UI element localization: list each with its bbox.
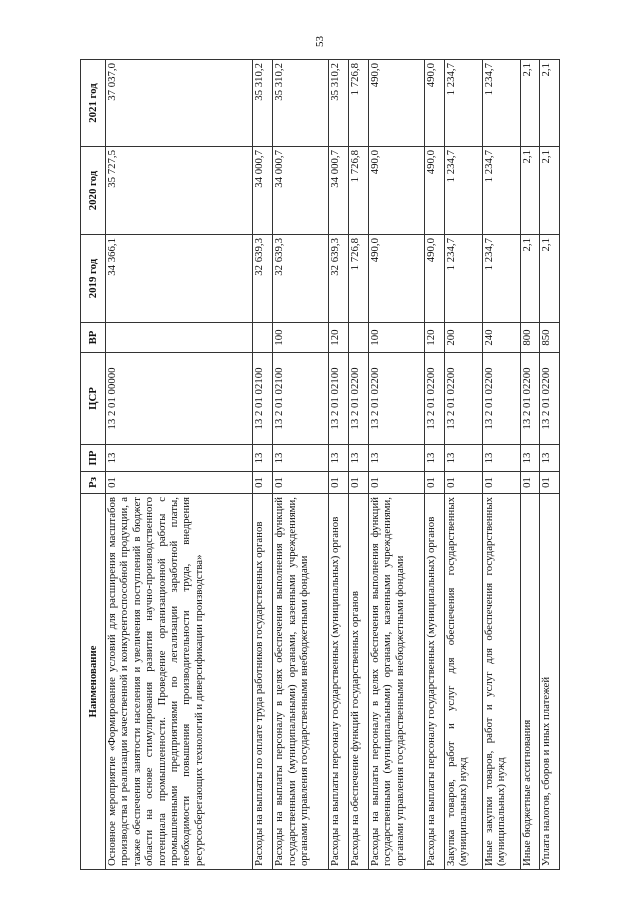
row-2021: 37 037,0 — [106, 60, 253, 147]
rotated-table-container — [80, 60, 560, 870]
header-name: Наименование — [81, 494, 106, 870]
row-pr: 13 — [520, 445, 540, 472]
row-name: Основное мероприятие «Формирование условий для расширения масштабов производства и реализации качественной и конкурентоспособной продукции, а также обеспечения занятости населения и увеличения поступлений в бюджет области на основе стимулирования развития научно-производственного потенциала промышленности. Проведение организационной работы с промышленными предприятиями по легализации заработной платы, необходимости повышения производительности труда, внедрения ресурсосберегающих технологий и диверсификации производства» — [106, 494, 253, 870]
row-name: Расходы на выплаты персоналу государственных (муниципальных) органов — [424, 494, 444, 870]
budget-table — [80, 59, 560, 870]
row-2020: 1 234,7 — [482, 147, 520, 235]
row-name: Расходы на выплаты персоналу государственных (муниципальных) органов — [329, 494, 349, 870]
table-row — [106, 60, 253, 870]
row-vr: 100 — [368, 323, 424, 353]
header-vr: ВР — [81, 323, 106, 353]
row-pr: 13 — [540, 445, 560, 472]
header-csr: ЦСР — [81, 353, 106, 445]
table-row — [482, 60, 520, 870]
header-pr: ПР — [81, 445, 106, 472]
header-2019: 2019 год — [81, 235, 106, 323]
table-row — [329, 60, 349, 870]
row-csr: 13 2 01 02100 — [329, 353, 349, 445]
row-rz: 01 — [482, 472, 520, 494]
row-2019: 2,1 — [520, 235, 540, 323]
row-rz: 01 — [253, 472, 273, 494]
table-row — [349, 60, 369, 870]
row-vr: 120 — [329, 323, 349, 353]
row-2021: 1 726,8 — [349, 60, 369, 147]
row-rz: 01 — [444, 472, 482, 494]
table-header-row — [81, 60, 106, 870]
row-csr: 13 2 01 02200 — [424, 353, 444, 445]
row-2020: 34 000,7 — [273, 147, 329, 235]
table-row — [368, 60, 424, 870]
row-2021: 1 234,7 — [482, 60, 520, 147]
table-row — [253, 60, 273, 870]
row-2019: 1 234,7 — [444, 235, 482, 323]
page-number: 53 — [314, 36, 326, 47]
table-row — [424, 60, 444, 870]
row-2021: 2,1 — [540, 60, 560, 147]
row-2021: 490,0 — [368, 60, 424, 147]
row-2019: 32 639,3 — [253, 235, 273, 323]
table-row — [444, 60, 482, 870]
row-pr: 13 — [329, 445, 349, 472]
row-name: Расходы на выплаты персоналу в целях обеспечения выполнения функций государственными (муниципальными) органами, казенными учреждениями, органами управления государственными внебюджетными фондами — [368, 494, 424, 870]
row-rz: 01 — [540, 472, 560, 494]
row-vr: 240 — [482, 323, 520, 353]
row-csr: 13 2 01 02200 — [540, 353, 560, 445]
row-csr: 13 2 01 02200 — [368, 353, 424, 445]
row-2021: 35 310,2 — [273, 60, 329, 147]
header-rz: Рз — [81, 472, 106, 494]
row-pr: 13 — [253, 445, 273, 472]
row-2019: 490,0 — [368, 235, 424, 323]
row-2021: 35 310,2 — [253, 60, 273, 147]
row-2021: 490,0 — [424, 60, 444, 147]
row-rz: 01 — [424, 472, 444, 494]
row-pr: 13 — [482, 445, 520, 472]
row-2020: 34 000,7 — [253, 147, 273, 235]
row-vr — [253, 323, 273, 353]
row-pr: 13 — [106, 445, 253, 472]
row-2019: 1 726,8 — [349, 235, 369, 323]
row-name: Уплата налогов, сборов и иных платежей — [540, 494, 560, 870]
row-csr: 13 2 01 02100 — [273, 353, 329, 445]
row-2019: 32 639,3 — [273, 235, 329, 323]
row-csr: 13 2 01 02200 — [482, 353, 520, 445]
row-vr: 120 — [424, 323, 444, 353]
row-pr: 13 — [424, 445, 444, 472]
row-2020: 490,0 — [368, 147, 424, 235]
row-csr: 13 2 01 02200 — [349, 353, 369, 445]
row-2020: 1 234,7 — [444, 147, 482, 235]
header-2021: 2021 год — [81, 60, 106, 147]
row-2020: 1 726,8 — [349, 147, 369, 235]
row-csr: 13 2 01 02100 — [253, 353, 273, 445]
row-2019: 34 366,1 — [106, 235, 253, 323]
row-rz: 01 — [349, 472, 369, 494]
row-pr: 13 — [273, 445, 329, 472]
row-2019: 2,1 — [540, 235, 560, 323]
table-row — [520, 60, 540, 870]
row-pr: 13 — [368, 445, 424, 472]
row-pr: 13 — [349, 445, 369, 472]
row-vr: 850 — [540, 323, 560, 353]
row-rz: 01 — [520, 472, 540, 494]
header-2020: 2020 год — [81, 147, 106, 235]
row-csr: 13 2 01 00000 — [106, 353, 253, 445]
row-rz: 01 — [368, 472, 424, 494]
row-vr: 100 — [273, 323, 329, 353]
row-2019: 32 639,3 — [329, 235, 349, 323]
row-name: Расходы на выплаты по оплате труда работников государственных органов — [253, 494, 273, 870]
row-2021: 35 310,2 — [329, 60, 349, 147]
row-rz: 01 — [329, 472, 349, 494]
row-2020: 2,1 — [540, 147, 560, 235]
row-vr — [349, 323, 369, 353]
row-pr: 13 — [444, 445, 482, 472]
row-csr: 13 2 01 02200 — [444, 353, 482, 445]
row-csr: 13 2 01 02200 — [520, 353, 540, 445]
row-2020: 490,0 — [424, 147, 444, 235]
row-vr: 800 — [520, 323, 540, 353]
row-name: Закупка товаров, работ и услуг для обеспечения государственных (муниципальных) нужд — [444, 494, 482, 870]
row-2019: 1 234,7 — [482, 235, 520, 323]
row-rz: 01 — [106, 472, 253, 494]
row-2021: 1 234,7 — [444, 60, 482, 147]
row-vr: 200 — [444, 323, 482, 353]
row-2021: 2,1 — [520, 60, 540, 147]
row-2020: 2,1 — [520, 147, 540, 235]
row-name: Иные бюджетные ассигнования — [520, 494, 540, 870]
row-2019: 490,0 — [424, 235, 444, 323]
row-vr — [106, 323, 253, 353]
table-row — [273, 60, 329, 870]
row-2020: 34 000,7 — [329, 147, 349, 235]
table-row — [540, 60, 560, 870]
row-name: Расходы на обеспечение функций государственных органов — [349, 494, 369, 870]
row-rz: 01 — [273, 472, 329, 494]
row-name: Иные закупки товаров, работ и услуг для обеспечения государственных (муниципальных) нужд — [482, 494, 520, 870]
row-2020: 35 727,5 — [106, 147, 253, 235]
row-name: Расходы на выплаты персоналу в целях обеспечения выполнения функций государственными (муниципальными) органами, казенными учреждениями, органами управления государственными внебюджетными фондами — [273, 494, 329, 870]
